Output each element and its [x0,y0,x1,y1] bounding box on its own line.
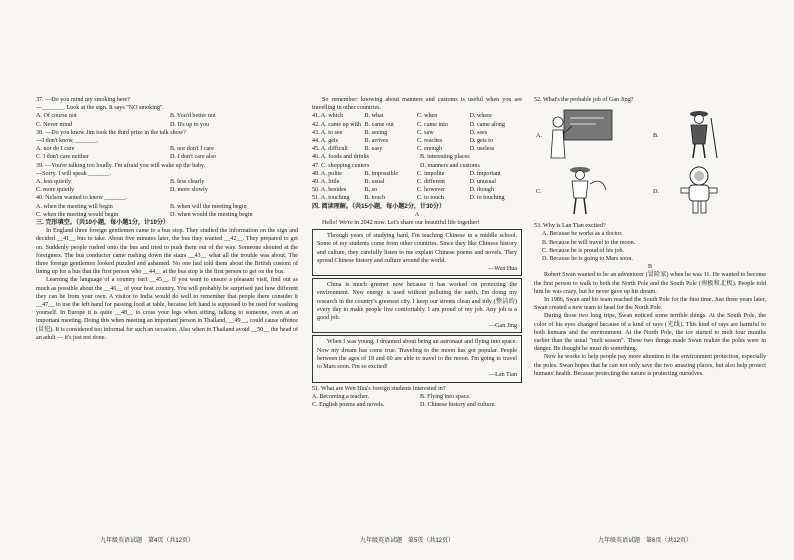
text: 46. A. foods and drinks [312,154,369,161]
option: A. Becoming a teacher. [312,393,370,400]
option: A. nor do I care [36,146,75,153]
question-52 [534,96,766,218]
text: —Wen Hua [488,266,517,273]
picture-option-c [534,164,649,218]
text: D. came along [469,121,505,128]
option: A. Of course not [36,113,77,120]
text: C. saw [417,129,434,136]
text: —You're talking too loudly. I'm afraid you will wake up the baby. [45,162,206,169]
text: 51. A. touching [312,195,350,202]
text: D. to touching [469,195,505,202]
cloze-row [312,129,522,137]
text: —Do you know Jim took the third prize in the talk show? [45,129,186,136]
text: B. touch [364,195,386,202]
page-footer-5: 九年级英语试题 第5页（共12页） [360,538,455,544]
question-51 [312,385,522,410]
cloze-row [312,186,522,194]
cloze-options [312,112,522,202]
answer-pictures [534,108,766,218]
question-53 [534,222,766,263]
column-page-6 [534,96,766,378]
cloze-row [312,178,522,186]
option: A. when the meeting will begin [36,203,113,210]
passage-b-paragraph-1: Robert Swan wanted to be an adventurer (冒险家) when he was 11. He wanted to become the first person to walk to both the North Pole and the South Pole (南极和北极). People told him he was crazy, but he never gave up his dream. [534,272,766,295]
text: B. so [364,187,378,194]
option: B. Because he will travel to the moon. [542,239,636,246]
text: 45. A. difficult [312,146,348,153]
text: 47. C. shopping centers [312,162,370,169]
text: D. gets to [469,138,494,145]
option: C. Never mind [36,121,73,128]
text: 53. Why is Lan Tian excited? [534,223,606,230]
page-footer-6: 九年级英语试题 第6页（共12页） [598,538,693,544]
text: 51. What are Wen Hua's foreign students interested in? [312,385,446,392]
cloze-row [312,145,522,153]
option: B. less clearly [170,179,205,186]
cloze-paragraph-1: In England three foreign gentlemen came to a bus stop. They studied the information on the sign and decided __41__ bus to take. About five minutes later, the bus they wanted __42__. They prepared to get on. Suddenly people rushed onto the bus and tried to push them out of the way. Someone shouted at the foreigners. The bus conductor came rushing down the stairs __43__ what all the trouble was about. The three foreign gentlemen looked puzzled and ashamed. No one had told them about the British custom of lining up for a bus that the first person who __44__ at the bus stop is the first person to get on the bus. [36,228,298,276]
text: C. when [417,113,438,120]
text-box-lan-tian [312,335,522,382]
text-box-wen-hua [312,229,522,276]
option: C. Because he is proud of his job. [542,247,625,254]
text: C. impolite [417,170,445,177]
option: A. less quietly [36,179,72,186]
text: B. easy [364,146,383,153]
passage-b-paragraph-3: During those two long trips, Swan noticed some terrible things. At the South Pole, the color of his eyes changed because of a kind of rays (光线). This kind of rays are harmful to both humans and the environment. At the North Pole, the ice started to melt four months earlier than the usual "melt season". These two things made Swan realize the poles were in danger. He thought he must do something. [534,313,766,353]
text: D. useless [469,146,495,153]
option: B. when will the meeting begin [170,203,247,210]
text: —Sorry. I will speak _______. [36,170,112,177]
cloze-row [312,112,522,120]
picture-option-d [651,164,766,218]
option: C. English poems and novels. [312,401,385,408]
option: A. Because he works as a doctor. [542,231,623,238]
text: D. [653,188,660,196]
text: 37. [36,97,44,103]
option: D. more slowly [170,187,208,194]
cloze-row [312,170,522,178]
text: 42. A. came up with [312,121,362,128]
text: 49. A. little [312,179,340,186]
option: B. nor don't I care [170,146,214,153]
text: A. [536,132,543,140]
option: D. Because he is going to Mars soon. [542,256,633,263]
text: Nelson wanted to know _______. [45,195,128,202]
passage-b-paragraph-2: In 1986, Swan and his team reached the South Pole for the first time. Just three years later, Swan created a new team to head for the North Pole. [534,297,766,312]
text: B. seeing [364,129,388,136]
text: 50. A. besides [312,187,347,194]
option: D. when would the meeting begin [170,211,253,218]
cloze-paragraph-2: Learning the language of a country isn't __45__. If you want to ensure a pleasant visit, find out as much as possible about the __46__ of your host country. You will probably be surprised just how different they can be from your own. A visitor to India would do well to remember that people there consider it __47__ to use the left hand for passing food at table, because left hand is supposed to be used for washing yourself. In Europe it is quite __48__ to cross your legs when sitting, talking to someone, even at an important meeting. Doing this when meeting an important person in Thailand, __49__, could cause offence (冒犯). It is considered too informal for such an occasion. Also when in Thailand avoid __50__ the head of an adult — it's just not done. [36,277,298,341]
farmer-icon [546,164,616,216]
question-38 [36,129,298,162]
text: B. usual [364,179,385,186]
passage-label-b: B [647,264,653,271]
text: C. [536,188,542,196]
street-cleaner-icon [663,108,733,160]
question-40 [36,194,298,219]
option: D. Chinese history and culture. [420,401,496,408]
text: C. however [417,187,446,194]
option: C. I don't care neither [36,154,89,161]
cloze-row [312,153,522,161]
text: D. sees [469,129,488,136]
text: China is much greener now because it has worked on protecting the environment. New energy is used without polluting the earth. I'm doing my research in the country's greenest city. I keep our streets clean and tidy (整洁的) every day to make people live comfortably. I am proud of my job. Any job is a good job. [317,282,517,322]
text: D. manners and customs [420,162,480,169]
option: C. more quietly [36,187,75,194]
text: B. [653,132,659,140]
text: When I was young, I dreamed about being an astronaut and flying into space. Now my dream has come true. Traveling to the moon has got popular. People between the ages of 18 and 60 are able to travel to the moon. I'm going to travel to Mars soon. I'm so excited! [317,339,517,371]
cloze-closing: So remember: knowing about manners and customs is useful when you are travelling in other countries. [312,97,522,112]
text: —Lan Tian [489,372,517,379]
column-page-5 [312,96,522,409]
astronaut-icon [663,164,733,216]
option: D. It's up to you [170,121,210,128]
cloze-row [312,162,522,170]
text: D. important [469,170,501,177]
text: 41. A. which [312,113,344,120]
text: D. unusual [469,179,496,186]
text: 43. A. to see [312,129,343,136]
text: 39. [36,162,44,169]
option: B. You'd better not [170,113,216,120]
text: Through years of studying hard, I'm teaching Chinese in a middle school. Some of my students come from other countries. Since they like Chinese history and culture, they carefully listen to me explain Chinese poems and novels. They spread Chinese history and culture around the world. [317,233,517,264]
text: C. to touch [417,195,444,202]
text: B. came out [364,121,394,128]
text: 40. [36,195,44,202]
passage-a-intro: Hello! We're in 2042 now. Let's share our beautiful life together! [322,220,480,227]
page-footer-4: 九年级英语试题 第4页（共12页） [100,538,195,544]
option: B. Flying into space. [420,393,471,400]
text: C. came into [417,121,448,128]
cloze-row [312,137,522,145]
teacher-at-board-icon [546,108,616,160]
cloze-row [312,121,522,129]
text: B. impossible [364,170,399,177]
column-page-4 [36,96,298,342]
text: —Gan Jing [489,323,517,330]
text: —Do you mind my smoking here? [45,97,130,103]
text: —I don't know, _______. [36,138,99,145]
passage-b-paragraph-4: Now he works to help people pay more attention to the environment protection, especially the poles. Swan hopes that he can not only save the two amazing places, but also help protect humans' health. Because protecting the nature is protecting ourselves. [534,354,766,377]
text: D. where [469,113,492,120]
question-37 [36,96,298,129]
cloze-row [312,194,522,202]
text: D. though [469,187,494,194]
text: B. arrives [364,138,389,145]
text: C. reaches [417,138,443,145]
passage-label-a: A [414,211,420,218]
text: 38. [36,129,44,136]
section-heading-cloze: 三. 完形填空。（共10小题，每小题1分，计10分） [36,219,170,227]
text: C. different [417,179,445,186]
section-heading-reading: 四. 阅读理解。（共15小题，每小题2分，计30分） [312,202,446,210]
text: 48. A. polite [312,170,343,177]
text: —_______. Look at the sign. It says "NO smoking". [36,105,165,112]
text: B. interesting places [420,154,470,161]
text: 52. What's the probable job of Gan Jing? [534,97,634,103]
text: C. enough [417,146,443,153]
option: C. when the meeting would begin [36,211,119,218]
text: B. what [364,113,384,120]
question-39 [36,162,298,195]
picture-option-b [651,108,766,162]
picture-option-a [534,108,649,162]
text: 44. A. gets [312,138,339,145]
option: D. I don't care also [170,154,216,161]
text-box-gan-jing [312,278,522,333]
